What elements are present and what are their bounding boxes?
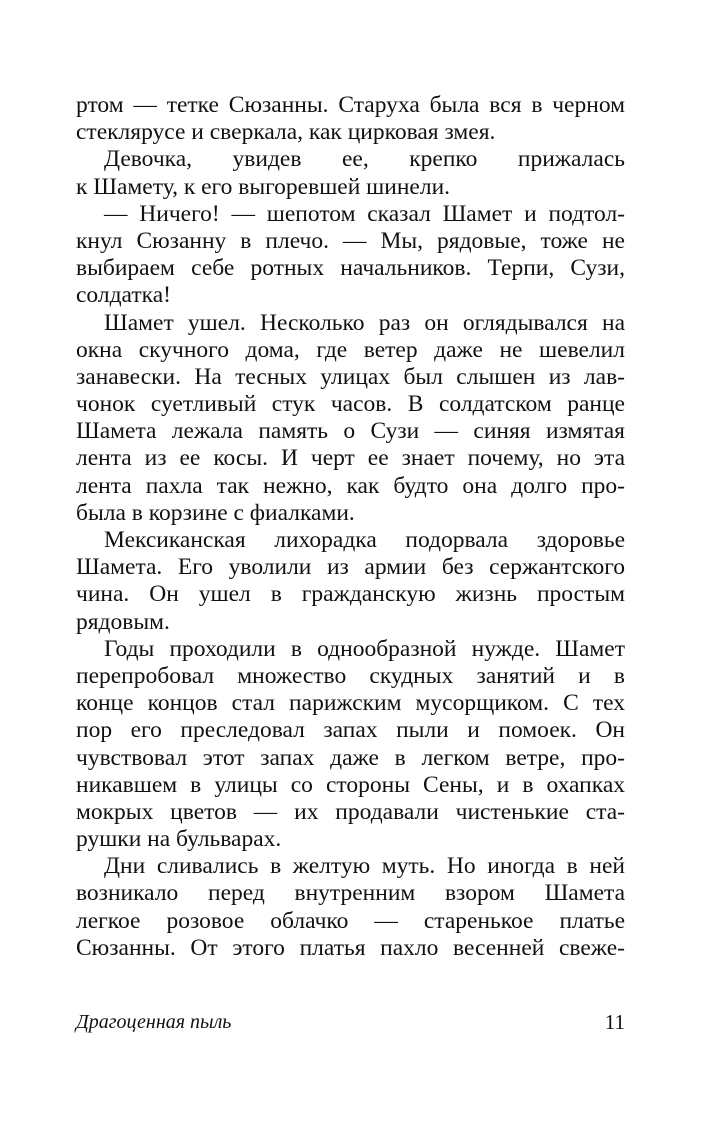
text-line: рушки на бульварах. [76,826,282,853]
text-line: чонок суетливый стук часов. В солдатском ранце [76,391,625,418]
text-line: никавшем в улицы со стороны Сены, и в охапках [76,771,625,798]
text-line: занавески. На тесных улицах был слышен из лав- [76,363,625,390]
text-line: лента пахла так нежно, как будто она долго про- [76,472,625,499]
text-line: перепробовал множество скудных занятий и в [76,662,625,689]
text-line: конце концов стал парижским мусорщиком. С тех [76,690,625,717]
running-title: Драгоценная пыль [76,1011,232,1033]
text-line: стеклярусе и сверкала, как цирковая змея. [76,119,496,146]
page-footer [76,1008,625,1036]
page-body [76,92,625,962]
text-line: Шамета. Его уволили из армии без сержантского [76,554,625,581]
page-number: 11 [604,1010,625,1034]
text-line: мокрых цветов — их продавали чистенькие ста- [76,798,625,825]
text-line: лента из ее косы. И черт ее знает почему, но эта [76,445,625,472]
text-line: окна скучного дома, где ветер даже не шевелил [76,336,625,363]
text-line: пор его преследовал запах пыли и помоек. Он [76,717,625,744]
text-line: Мексиканская лихорадка подорвала здоровье [104,527,625,553]
text-line: возникало перед внутренним взором Шамета [76,880,625,907]
text-line: выбираем себе ротных начальников. Терпи, Сузи, [76,255,625,282]
text-line: легкое розовое облачко — старенькое платье [76,907,625,934]
text-line: чина. Он ушел в гражданскую жизнь простым [76,581,625,608]
text-line: Годы проходили в однообразной нужде. Шамет [104,635,625,662]
text-line: солдатка! [76,282,171,309]
text-line: Девочка, увидев ее, крепко прижалась [104,146,625,173]
text-line: Дни сливались в желтую муть. Но иногда в ней [104,853,625,880]
text-line: была в корзине с фиалками. [76,499,355,526]
text-line: Сюзанны. От этого платья пахло весенней свеже- [76,934,625,961]
text-line: — Ничего! — шепотом сказал Шамет и подтол- [104,200,625,227]
text-line: Шамет ушел. Несколько раз он оглядывался на [104,309,625,336]
text-line: чувствовал этот запах даже в легком ветре, про- [76,744,625,771]
text-line: кнул Сюзанну в плечо. — Мы, рядовые, тоже не [76,227,625,254]
text-line: к Шамету, к его выгоревшей шинели. [76,173,451,200]
text-line: рядовым. [76,608,170,635]
text-line: ртом — тетке Сюзанны. Старуха была вся в черном [76,92,625,118]
text-line: Шамета лежала память о Сузи — синяя измятая [76,418,625,445]
